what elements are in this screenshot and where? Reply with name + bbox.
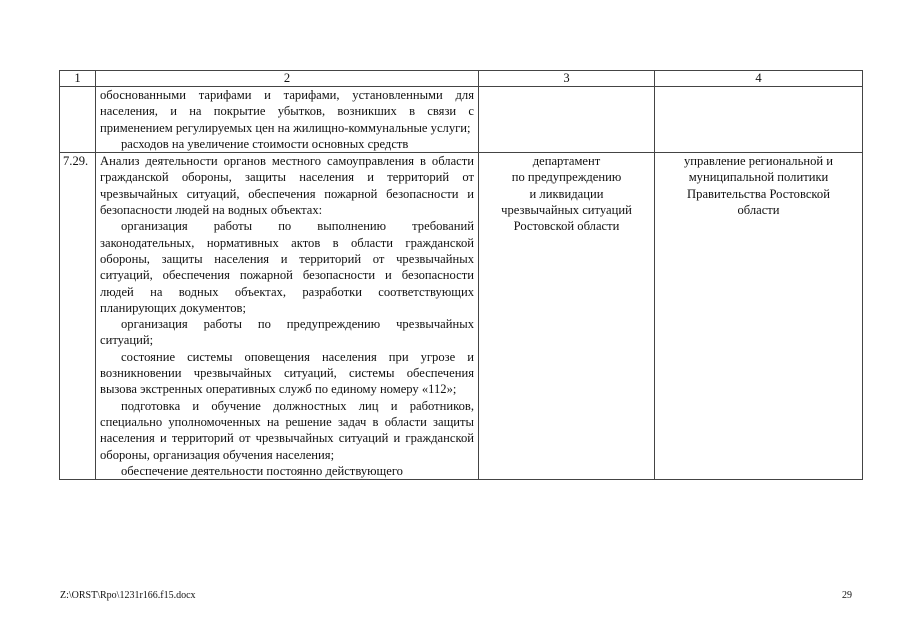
responsible-line: чрезвычайных ситуаций [501, 203, 632, 218]
paragraph: Анализ деятельности органов местного самоуправления в области гражданской обороны, защиты населения и территорий от чрезвычайных ситуаций, обеспечения пожарной безопасности и безопасности людей на водных объектах: [100, 154, 474, 218]
row-number-cell [60, 87, 96, 153]
coexecutor-line: управление региональной и [683, 154, 834, 169]
paragraph: расходов на увеличение стоимости основных средств [121, 136, 409, 151]
responsible-cell [479, 153, 655, 480]
paragraph: организация работы по предупреждению чрезвычайных ситуаций; [100, 317, 474, 348]
coexecutor-line: области [737, 203, 780, 218]
coexecutor-line: Правительства Ростовской [687, 186, 830, 201]
paragraph: организация работы по выполнению требований законодательных, нормативных актов в области гражданской обороны, защиты населения и территорий от чрезвычайных ситуаций, обеспечения пожарной безопасности и безопасности людей на водных объектах, разработки соответствующих планирующих документов; [100, 219, 474, 315]
responsible-line: и ликвидации [529, 186, 604, 201]
footer-file-path: Z:\ORST\Rpo\1231r166.f15.docx [60, 590, 196, 601]
table-row-7-29 [60, 153, 863, 480]
paragraph: подготовка и обучение должностных лиц и работников, специально уполномоченных на решение задач в области защиты населения и территорий от чрезвычайных ситуаций и гражданской обороны, организация обучения населения; [100, 398, 474, 462]
header-cell-2: 2 [96, 71, 479, 87]
document-table [59, 70, 863, 480]
content-cell [96, 87, 479, 153]
responsible-line: департамент [532, 154, 601, 169]
header-cell-4: 4 [655, 71, 863, 87]
header-row [60, 71, 863, 87]
coexecutor-line: муниципальной политики [688, 170, 829, 185]
header-cell-1: 1 [60, 71, 96, 87]
row-number-cell: 7.29. [60, 153, 96, 480]
paragraph: обеспечение деятельности постоянно действующего [121, 463, 403, 478]
responsible-cell [479, 87, 655, 153]
header-cell-3: 3 [479, 71, 655, 87]
paragraph: состояние системы оповещения населения при угрозе и возникновении чрезвычайных ситуаций, системы обеспечения вызова экстренных оперативных служб по единому номеру «112»; [100, 349, 474, 397]
responsible-line: по предупреждению [511, 170, 622, 185]
paragraph: обоснованными тарифами и тарифами, установленными для населения, и на покрытие убытков, возникших в связи с применением регулируемых цен на жилищно-коммунальные услуги; [100, 88, 474, 135]
table-row-continued [60, 87, 863, 153]
responsible-line: Ростовской области [513, 219, 620, 234]
content-cell [96, 153, 479, 480]
coexecutor-cell [655, 153, 863, 480]
footer-page-number: 29 [842, 590, 852, 601]
coexecutor-cell [655, 87, 863, 153]
